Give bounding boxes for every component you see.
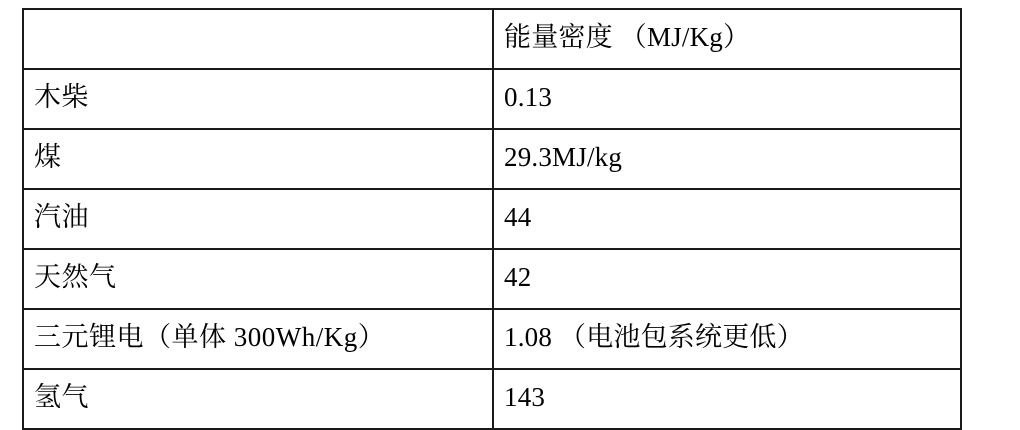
energy-density-table-container bbox=[22, 8, 960, 430]
table-row bbox=[23, 129, 961, 189]
table-cell-label: 氢气 bbox=[23, 369, 493, 429]
table-row bbox=[23, 249, 961, 309]
table-row bbox=[23, 9, 961, 69]
table-row bbox=[23, 309, 961, 369]
table-row bbox=[23, 69, 961, 129]
table-cell-value: 0.13 bbox=[493, 69, 961, 129]
table-cell-value: 29.3MJ/kg bbox=[493, 129, 961, 189]
table-cell-label: 煤 bbox=[23, 129, 493, 189]
table-cell-label: 三元锂电（单体 300Wh/Kg） bbox=[23, 309, 493, 369]
table-cell-label bbox=[23, 9, 493, 69]
energy-density-table bbox=[22, 8, 962, 430]
table-header-value: 能量密度 （MJ/Kg） bbox=[493, 9, 961, 69]
table-cell-value: 44 bbox=[493, 189, 961, 249]
table-cell-value: 42 bbox=[493, 249, 961, 309]
table-cell-value: 143 bbox=[493, 369, 961, 429]
table-cell-label: 木柴 bbox=[23, 69, 493, 129]
table-cell-label: 天然气 bbox=[23, 249, 493, 309]
table-row bbox=[23, 189, 961, 249]
table-cell-label: 汽油 bbox=[23, 189, 493, 249]
table-row bbox=[23, 369, 961, 429]
table-cell-value: 1.08 （电池包系统更低） bbox=[493, 309, 961, 369]
